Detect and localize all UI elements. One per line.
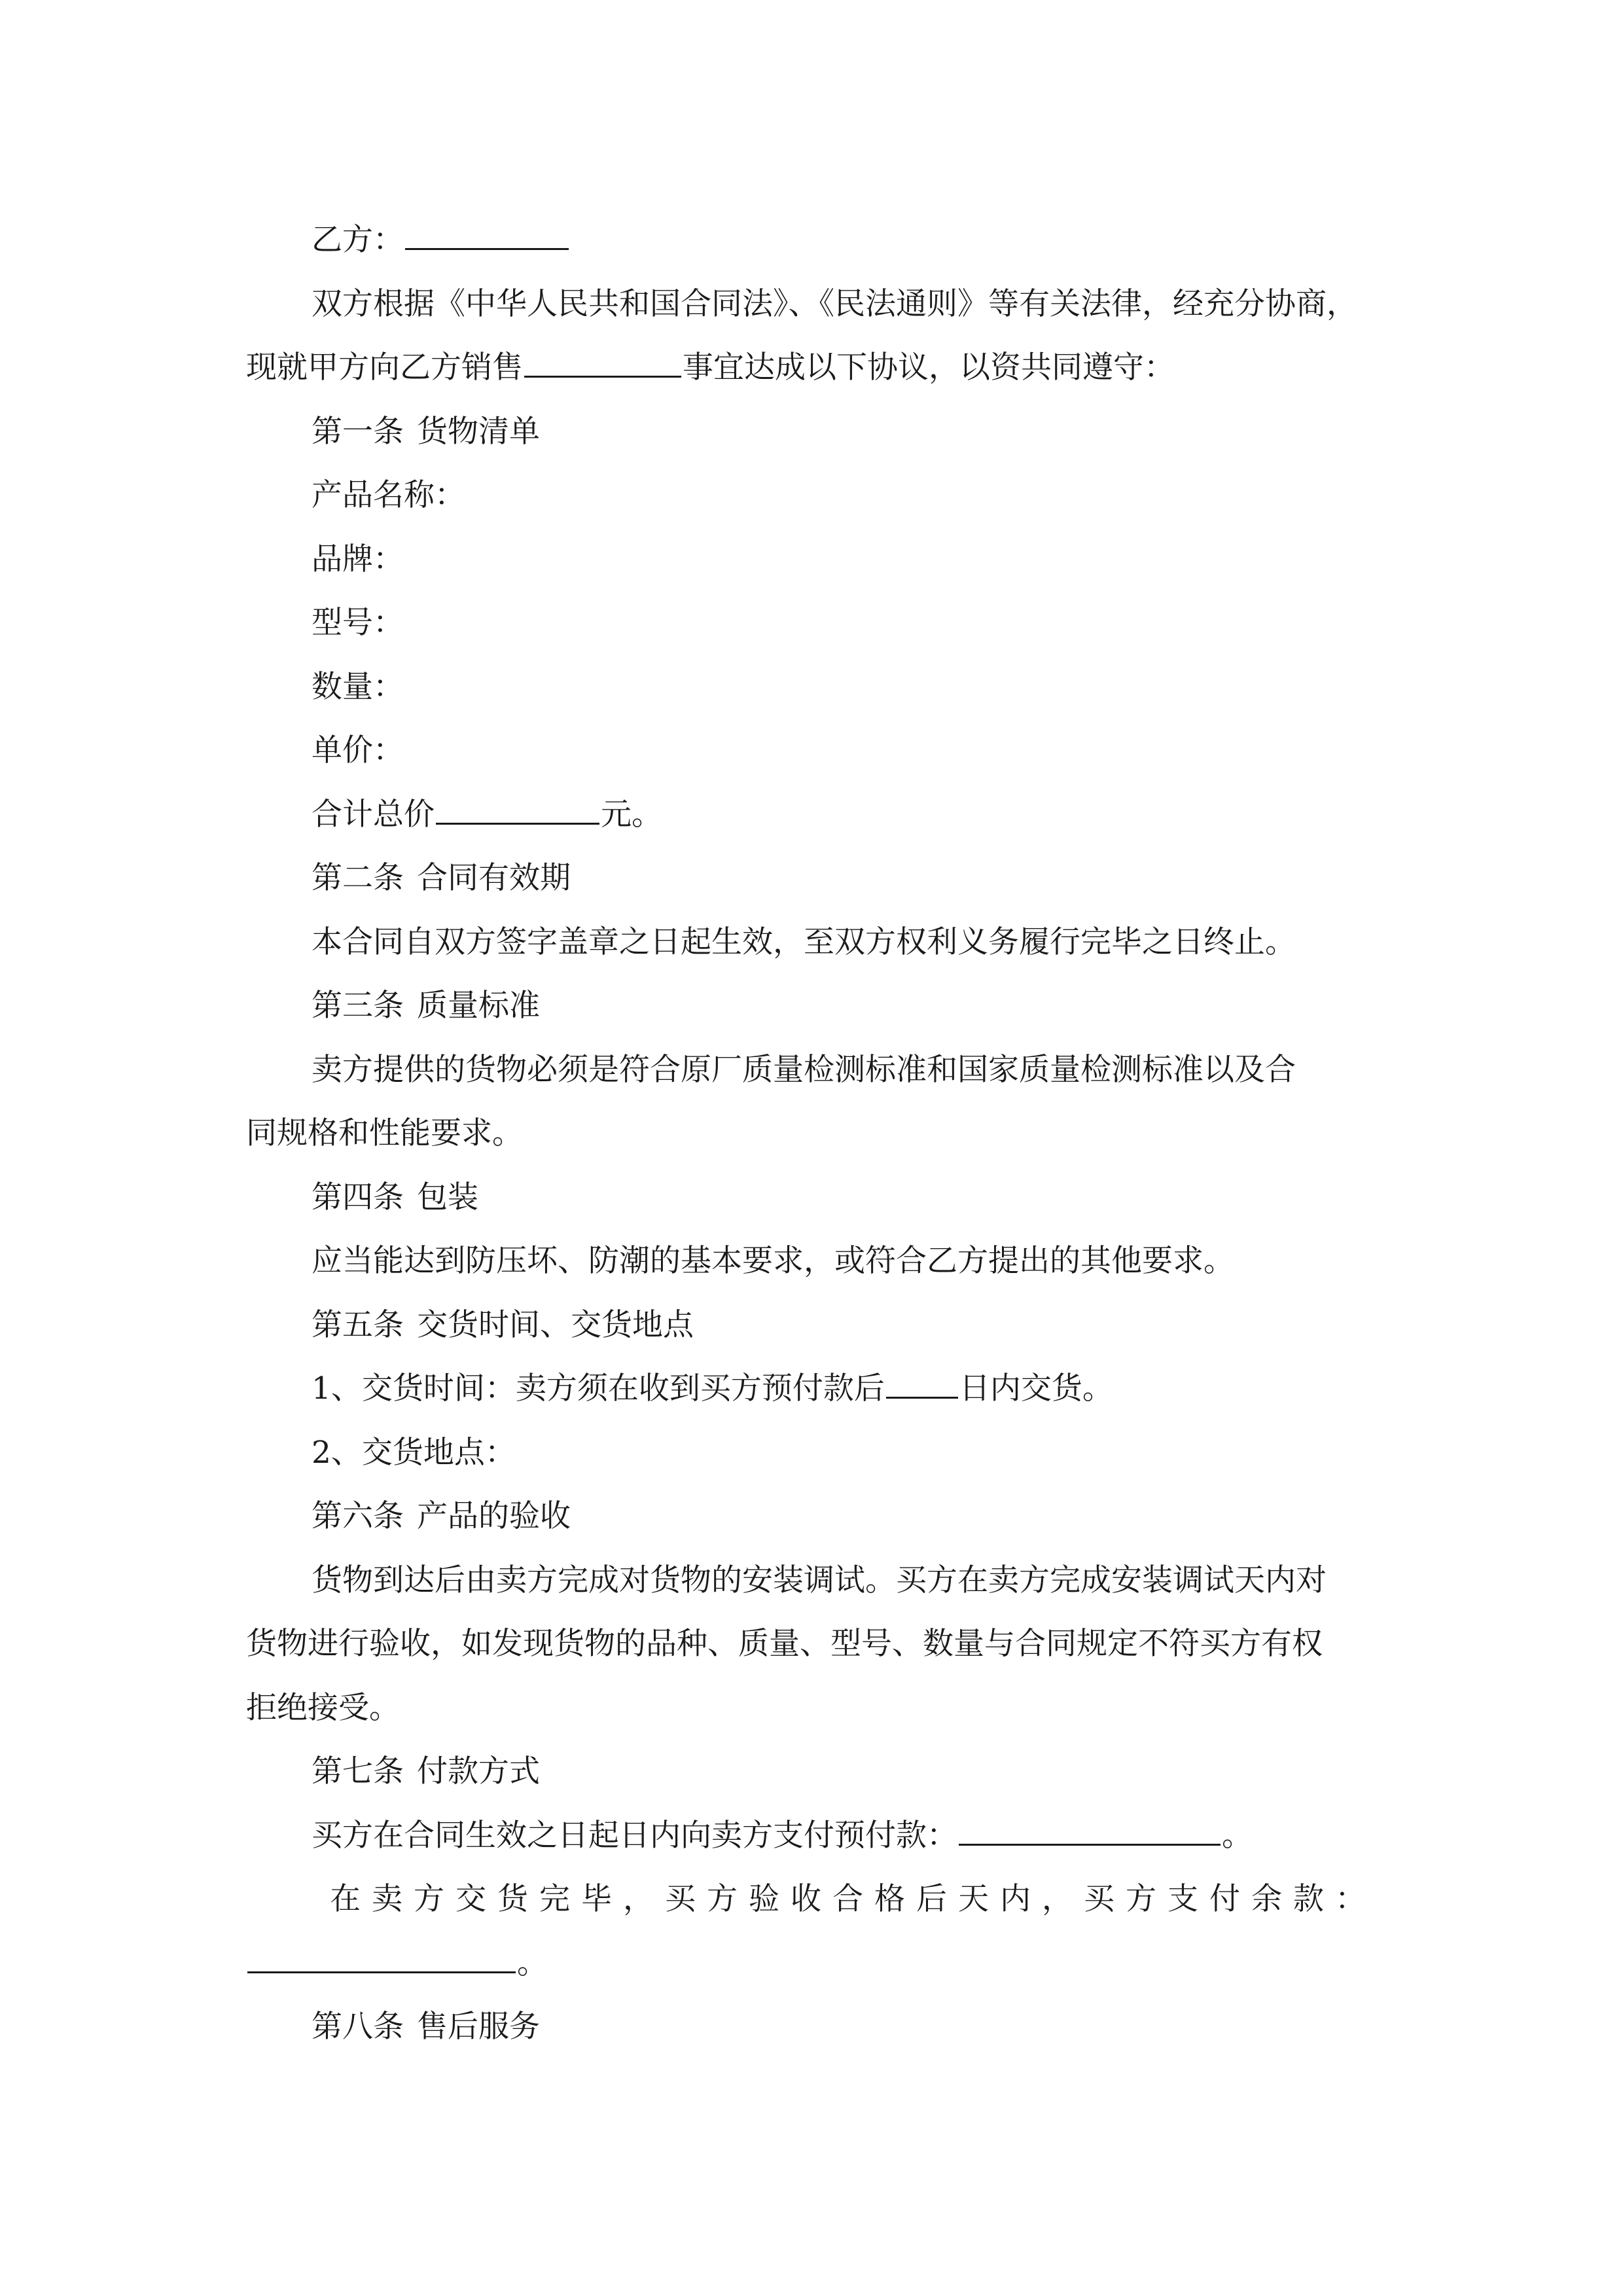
article-8-heading xyxy=(246,1995,1424,2059)
quality-text-1: 卖方提供的货物必须是符合原厂质量检测标准和国家质量检测标准以及合 xyxy=(312,1051,1296,1088)
article-number: 第七条 xyxy=(312,1753,404,1789)
acceptance-line-2 xyxy=(246,1612,1424,1676)
article-5-heading xyxy=(246,1293,1424,1357)
unit-price-label: 单价： xyxy=(312,732,404,768)
prepayment-blank xyxy=(959,1818,1221,1846)
party-b-blank xyxy=(405,222,569,250)
article-title: 合同有效期 xyxy=(417,860,571,896)
article-title: 质量标准 xyxy=(417,988,540,1024)
article-number: 第六条 xyxy=(312,1498,404,1534)
product-name-line xyxy=(246,463,1424,528)
article-number: 第三条 xyxy=(312,988,404,1024)
article-number: 第八条 xyxy=(312,2009,404,2045)
total-price-label: 合计总价 xyxy=(312,796,435,833)
delivery-days-blank xyxy=(886,1371,958,1399)
article-2-heading xyxy=(246,846,1424,910)
quantity-label: 数量： xyxy=(312,668,404,705)
acceptance-line-3 xyxy=(246,1676,1424,1740)
quality-line-1 xyxy=(246,1038,1424,1102)
acceptance-text-1: 货物到达后由卖方完成对货物的安装调试。买方在卖方完成安装调试天内对 xyxy=(312,1562,1327,1598)
validity-text: 本合同自双方签字盖章之日起生效，至双方权利义务履行完毕之日终止。 xyxy=(312,924,1296,960)
prepayment-line xyxy=(246,1804,1424,1868)
model-label: 型号： xyxy=(312,605,404,641)
preamble-text-2a: 现就甲方向乙方销售 xyxy=(246,350,523,386)
party-b-label: 乙方： xyxy=(312,222,404,258)
model-line xyxy=(246,591,1424,655)
article-title: 货物清单 xyxy=(417,413,540,450)
packaging-line xyxy=(246,1229,1424,1293)
delivery-time-suffix: 日内交货。 xyxy=(959,1371,1113,1407)
brand-line xyxy=(246,528,1424,592)
delivery-place-label: 2、交货地点： xyxy=(312,1434,516,1471)
delivery-time-text: 1、交货时间：卖方须在收到买方预付款后 xyxy=(312,1371,885,1407)
article-3-heading xyxy=(246,974,1424,1038)
article-number: 第五条 xyxy=(312,1306,404,1343)
brand-label: 品牌： xyxy=(312,541,404,577)
unit-price-line xyxy=(246,719,1424,783)
article-number: 第二条 xyxy=(312,860,404,896)
article-title: 付款方式 xyxy=(417,1753,540,1789)
product-name-label: 产品名称： xyxy=(312,477,465,513)
quality-line-2 xyxy=(246,1102,1424,1166)
contract-body xyxy=(246,208,1424,2059)
delivery-time-line xyxy=(246,1357,1424,1421)
preamble-text-2b: 事宜达成以下协议，以资共同遵守： xyxy=(683,350,1175,386)
party-b-line xyxy=(246,208,1424,272)
article-title: 产品的验收 xyxy=(417,1498,571,1534)
prepayment-text: 买方在合同生效之日起日内向卖方支付预付款： xyxy=(312,1817,957,1854)
balance-blank xyxy=(247,1945,516,1973)
delivery-place-line xyxy=(246,1421,1424,1485)
article-number: 第一条 xyxy=(312,413,404,450)
article-title: 交货时间、交货地点 xyxy=(417,1306,694,1343)
balance-suffix: 。 xyxy=(517,1945,548,1981)
total-price-blank xyxy=(436,797,599,825)
article-7-heading xyxy=(246,1740,1424,1804)
acceptance-line-1 xyxy=(246,1549,1424,1613)
balance-blank-line xyxy=(246,1931,1424,1996)
preamble-text-1: 双方根据《中华人民共和国合同法》、《民法通则》等有关法律，经充分协商， xyxy=(312,285,1357,322)
total-price-line xyxy=(246,783,1424,847)
balance-text: 在卖方交货完毕，买方验收合格后天内，买方支付余款： xyxy=(330,1881,1377,1917)
total-price-unit: 元。 xyxy=(601,796,662,833)
article-number: 第四条 xyxy=(312,1179,404,1215)
preamble-line-1 xyxy=(246,272,1424,336)
goods-blank xyxy=(524,350,681,378)
article-6-heading xyxy=(246,1484,1424,1549)
balance-line xyxy=(246,1867,1424,1931)
article-title: 售后服务 xyxy=(417,2009,540,2045)
acceptance-text-3: 拒绝接受。 xyxy=(246,1689,400,1726)
acceptance-text-2: 货物进行验收，如发现货物的品种、质量、型号、数量与合同规定不符买方有权 xyxy=(246,1626,1323,1662)
quality-text-2: 同规格和性能要求。 xyxy=(246,1115,523,1151)
prepayment-suffix: 。 xyxy=(1222,1817,1253,1854)
article-title: 包装 xyxy=(417,1179,478,1215)
quantity-line xyxy=(246,655,1424,719)
article-4-heading xyxy=(246,1166,1424,1230)
packaging-text: 应当能达到防压坏、防潮的基本要求，或符合乙方提出的其他要求。 xyxy=(312,1243,1234,1279)
validity-line xyxy=(246,910,1424,975)
article-1-heading xyxy=(246,400,1424,464)
preamble-line-2 xyxy=(246,336,1424,400)
